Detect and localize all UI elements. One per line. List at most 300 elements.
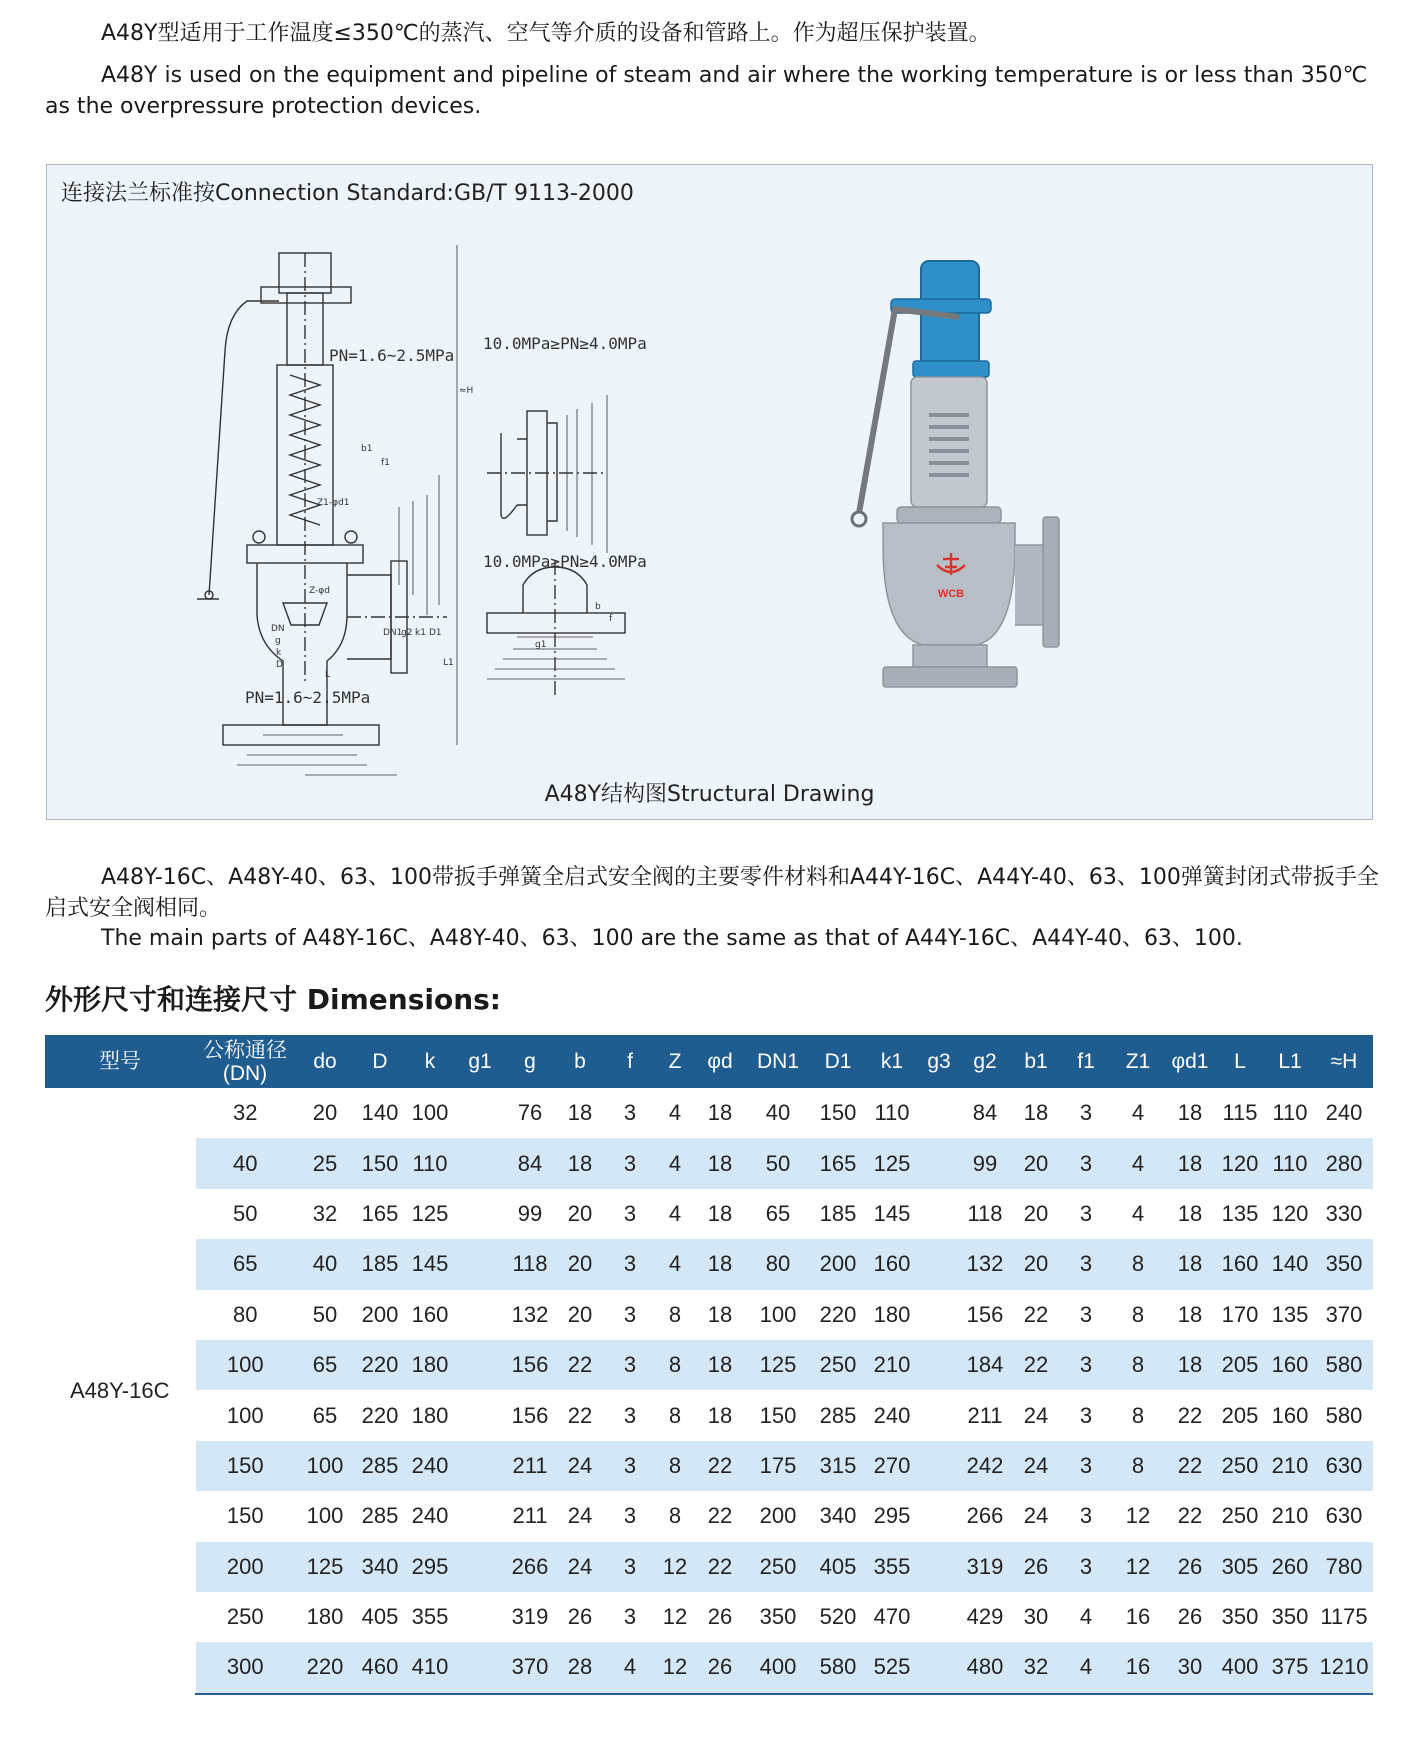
table-cell: 125 [295, 1542, 355, 1592]
table-cell: 370 [505, 1642, 555, 1693]
table-cell: 24 [1023, 1402, 1049, 1428]
table-cell: 100 [411, 1100, 449, 1126]
table-cell: 410 [405, 1642, 455, 1693]
table-cell: 355 [865, 1542, 919, 1592]
table-cell: 4 [1111, 1138, 1165, 1188]
table-cell: 185 [819, 1200, 857, 1226]
table-cell: 319 [511, 1604, 549, 1630]
table-cell: 18 [1177, 1301, 1203, 1327]
table-cell: 24 [555, 1441, 605, 1491]
table-cell: 22 [567, 1402, 593, 1428]
table-cell: 285 [361, 1503, 399, 1529]
table-row [45, 1239, 1373, 1289]
table-cell [455, 1088, 505, 1138]
table-cell: 8 [655, 1340, 695, 1390]
table-cell: 340 [355, 1542, 405, 1592]
table-cell: 18 [1165, 1138, 1215, 1188]
table-cell: 22 [1177, 1402, 1203, 1428]
dim-z1d1: Z1-φd1 [317, 498, 350, 508]
table-cell: 125 [745, 1340, 811, 1390]
table-cell: 80 [745, 1239, 811, 1289]
dim-d: D [276, 660, 283, 670]
table-cell: 22 [555, 1340, 605, 1390]
table-cell: 18 [707, 1100, 733, 1126]
table-cell: 150 [819, 1100, 857, 1126]
table-cell: 22 [1177, 1503, 1203, 1529]
table-cell: 20 [555, 1239, 605, 1289]
table-cell: 8 [1111, 1441, 1165, 1491]
table-cell: 480 [959, 1642, 1011, 1693]
structural-drawing [47, 165, 1372, 819]
table-row [45, 1340, 1373, 1390]
table-cell: 260 [1265, 1542, 1315, 1592]
table-cell: 50 [312, 1301, 338, 1327]
table-cell: 18 [1023, 1100, 1049, 1126]
pn-high-label-bottom: 10.0MPa≥PN≥4.0MPa [483, 552, 647, 571]
model-cell: A48Y-16C [45, 1088, 195, 1694]
table-cell: 20 [1023, 1200, 1049, 1226]
table-cell: 22 [707, 1503, 733, 1529]
table-cell: 375 [1265, 1642, 1315, 1693]
valve-illustration [852, 261, 1059, 687]
table-cell: 240 [411, 1503, 449, 1529]
table-cell: 205 [1221, 1402, 1259, 1428]
table-cell: 18 [707, 1402, 733, 1428]
table-cell: 99 [517, 1200, 543, 1226]
table-cell: 355 [411, 1604, 449, 1630]
table-cell: 32 [1011, 1642, 1061, 1693]
dim-dn: DN [271, 624, 285, 634]
table-cell: 210 [865, 1340, 919, 1390]
table-cell: 65 [195, 1239, 295, 1289]
table-cell: 4 [1079, 1604, 1093, 1630]
table-cell: 22 [695, 1441, 745, 1491]
header-cell: Z1 [1111, 1035, 1165, 1088]
connection-standard: 连接法兰标准按Connection Standard:GB/T 9113-2000 [61, 181, 634, 206]
table-cell [919, 1642, 959, 1693]
table-cell: 175 [745, 1441, 811, 1491]
table-cell: 3 [1079, 1200, 1093, 1226]
table-cell: 24 [567, 1503, 593, 1529]
table-cell: 242 [959, 1441, 1011, 1491]
table-cell: 350 [1271, 1604, 1309, 1630]
table-cell: 100 [295, 1441, 355, 1491]
table-cell: 630 [1315, 1441, 1373, 1491]
table-cell: 266 [505, 1542, 555, 1592]
table-cell: 315 [811, 1441, 865, 1491]
table-cell: 200 [361, 1301, 399, 1327]
dim-h: ≈H [459, 386, 474, 396]
table-cell: 250 [811, 1340, 865, 1390]
table-cell: 3 [1079, 1301, 1093, 1327]
table-cell: 110 [1265, 1138, 1315, 1188]
table-cell: 250 [1221, 1503, 1259, 1529]
table-cell: 8 [668, 1402, 682, 1428]
table-cell [919, 1441, 959, 1491]
table-cell: 18 [1177, 1200, 1203, 1226]
header-cell: 型号 [45, 1035, 195, 1088]
table-cell [919, 1542, 959, 1592]
table-cell: 3 [605, 1138, 655, 1188]
table-cell: 305 [1215, 1542, 1265, 1592]
table-cell: 370 [1325, 1301, 1363, 1327]
dim-g: g [275, 636, 281, 646]
header-cell: g2 [959, 1035, 1011, 1088]
intro-zh: A48Y型适用于工作温度≤350℃的蒸汽、空气等介质的设备和管路上。作为超压保护装置。 [101, 21, 991, 46]
pn-low-label-main: PN=1.6~2.5MPa [329, 346, 455, 365]
table-cell: 266 [966, 1503, 1004, 1529]
pn-high-label-top: 10.0MPa≥PN≥4.0MPa [483, 334, 647, 353]
dim-zd: Z-φd [309, 586, 330, 596]
table-cell: 160 [1271, 1402, 1309, 1428]
table-cell: 18 [695, 1138, 745, 1188]
header-cell: φd1 [1165, 1035, 1215, 1088]
dim-b: b [595, 602, 601, 612]
table-cell: 50 [195, 1189, 295, 1239]
table-cell: 285 [819, 1402, 857, 1428]
table-cell: 580 [1325, 1402, 1363, 1428]
dim-l1: L1 [443, 658, 454, 668]
table-cell: 1175 [1320, 1604, 1368, 1630]
table-cell: 180 [873, 1301, 911, 1327]
table-row [45, 1491, 1373, 1541]
table-cell: 120 [1271, 1200, 1309, 1226]
table-cell: 250 [195, 1592, 295, 1642]
table-cell: 350 [1221, 1604, 1259, 1630]
table-cell [919, 1138, 959, 1188]
table-cell [919, 1088, 959, 1138]
table-cell: 16 [1111, 1642, 1165, 1693]
table-cell: 211 [505, 1441, 555, 1491]
header-cell: D [355, 1035, 405, 1088]
table-row [45, 1138, 1373, 1188]
table-cell: 12 [655, 1642, 695, 1693]
table-cell: 165 [811, 1138, 865, 1188]
table-cell: 156 [966, 1301, 1004, 1327]
table-cell: 180 [405, 1340, 455, 1390]
table-row [45, 1642, 1373, 1693]
table-cell: 3 [623, 1402, 637, 1428]
table-cell: 3 [1061, 1542, 1111, 1592]
table-cell: 211 [512, 1503, 548, 1529]
table-cell: 211 [967, 1402, 1003, 1428]
table-cell: 180 [306, 1604, 344, 1630]
table-cell: 40 [765, 1100, 791, 1126]
table-cell: 50 [745, 1138, 811, 1188]
table-cell: 24 [1023, 1503, 1049, 1529]
header-cell: b [555, 1035, 605, 1088]
table-cell: 12 [1125, 1503, 1151, 1529]
table-row [45, 1592, 1373, 1642]
table-cell: 205 [1215, 1340, 1265, 1390]
table-cell: 12 [655, 1542, 695, 1592]
table-cell: 20 [1011, 1138, 1061, 1188]
table-cell: 140 [361, 1100, 399, 1126]
table-row [45, 1390, 1373, 1440]
table-cell: 3 [605, 1542, 655, 1592]
table-cell: 100 [195, 1390, 295, 1440]
table-cell: 429 [966, 1604, 1004, 1630]
table-cell: 350 [759, 1604, 797, 1630]
table-cell: 40 [295, 1239, 355, 1289]
table-cell: 8 [1131, 1402, 1145, 1428]
table-cell: 460 [355, 1642, 405, 1693]
table-row [45, 1189, 1373, 1239]
table-cell: 150 [355, 1138, 405, 1188]
figure-caption: A48Y结构图Structural Drawing [544, 782, 875, 807]
table-cell: 26 [567, 1604, 593, 1630]
table-cell: 4 [605, 1642, 655, 1693]
table-cell: 4 [655, 1138, 695, 1188]
table-cell: 22 [695, 1542, 745, 1592]
header-cell: L [1215, 1035, 1265, 1088]
table-cell: 580 [1315, 1340, 1373, 1390]
header-cell: k [405, 1035, 455, 1088]
table-cell: 160 [865, 1239, 919, 1289]
table-cell: 200 [811, 1239, 865, 1289]
table-cell: 3 [623, 1604, 637, 1630]
table-cell: 4 [655, 1239, 695, 1289]
table-cell: 160 [1265, 1340, 1315, 1390]
header-cell: f1 [1061, 1035, 1111, 1088]
header-cell: k1 [865, 1035, 919, 1088]
table-cell: 18 [555, 1138, 605, 1188]
table-cell: 1210 [1315, 1642, 1373, 1693]
table-cell: 400 [1215, 1642, 1265, 1693]
dim-dn1: DN1 [383, 628, 403, 638]
table-cell: 20 [567, 1200, 593, 1226]
table-cell: 140 [1265, 1239, 1315, 1289]
table-cell: 295 [405, 1542, 455, 1592]
table-cell: 18 [1165, 1340, 1215, 1390]
dim-b1: b1 [361, 444, 373, 454]
table-cell [919, 1189, 959, 1239]
table-cell [919, 1390, 959, 1440]
pn-low-label-bottom: PN=1.6~2.5MPa [245, 688, 371, 707]
table-cell: 8 [1131, 1301, 1145, 1327]
table-cell: 150 [195, 1441, 295, 1491]
table-cell: 3 [605, 1239, 655, 1289]
intro-en: A48Y is used on the equipment and pipeline of steam and air where the working temperature is or less than 350℃ as the overpressure protection devices. [45, 63, 1368, 119]
table-cell: 250 [745, 1542, 811, 1592]
table-cell: 3 [1079, 1503, 1093, 1529]
table-cell: 3 [623, 1100, 637, 1126]
table-cell: 285 [355, 1441, 405, 1491]
table-cell: 145 [405, 1239, 455, 1289]
table-cell: 295 [873, 1503, 911, 1529]
table-cell: 84 [505, 1138, 555, 1188]
header-cell: b1 [1011, 1035, 1061, 1088]
table-cell: 580 [811, 1642, 865, 1693]
table-cell [455, 1390, 505, 1440]
table-row [45, 1441, 1373, 1491]
table-cell: 8 [655, 1441, 695, 1491]
table-cell [455, 1239, 505, 1289]
table-cell: 65 [312, 1402, 338, 1428]
header-cell: ≈H [1315, 1035, 1373, 1088]
table-cell [455, 1592, 505, 1642]
table-row [45, 1290, 1373, 1340]
table-cell: 160 [1215, 1239, 1265, 1289]
table-cell: 220 [361, 1402, 399, 1428]
table-cell: 184 [959, 1340, 1011, 1390]
table-cell: 22 [1023, 1301, 1049, 1327]
table-cell: 8 [1111, 1239, 1165, 1289]
table-cell: 405 [811, 1542, 865, 1592]
table-cell: 22 [1165, 1441, 1215, 1491]
table-cell: 470 [873, 1604, 911, 1630]
table-cell: 4 [1061, 1642, 1111, 1693]
wcb-mark: WCB [937, 588, 965, 600]
table-cell: 76 [517, 1100, 543, 1126]
table-cell: 80 [195, 1290, 295, 1340]
table-cell: 28 [555, 1642, 605, 1693]
table-cell [919, 1290, 959, 1340]
dimensions-table [45, 1035, 1373, 1695]
table-cell: 220 [819, 1301, 857, 1327]
table-cell: 125 [411, 1200, 449, 1226]
table-cell [455, 1441, 505, 1491]
table-cell: 110 [405, 1138, 455, 1188]
table-row [45, 1542, 1373, 1592]
table-cell: 156 [511, 1402, 549, 1428]
table-cell: 25 [295, 1138, 355, 1188]
table-cell: 115 [1222, 1100, 1258, 1126]
table-cell: 135 [1271, 1301, 1309, 1327]
dim-g1: g1 [535, 640, 547, 650]
table-cell: 240 [1325, 1100, 1363, 1126]
table-cell: 20 [312, 1100, 338, 1126]
table-cell: 18 [695, 1239, 745, 1289]
table-cell: 118 [967, 1200, 1003, 1226]
table-cell: 20 [567, 1301, 593, 1327]
table-cell: 8 [668, 1301, 682, 1327]
table-cell [919, 1491, 959, 1541]
dim-k: k [276, 648, 282, 658]
table-cell: 3 [1061, 1441, 1111, 1491]
header-cell: Z [655, 1035, 695, 1088]
header-cell: D1 [811, 1035, 865, 1088]
table-cell: 26 [707, 1604, 733, 1630]
header-cell: f [605, 1035, 655, 1088]
table-cell: 4 [668, 1100, 682, 1126]
header-cell: g1 [455, 1035, 505, 1088]
table-cell: 4 [1131, 1100, 1145, 1126]
table-cell: 24 [555, 1542, 605, 1592]
table-cell: 180 [411, 1402, 449, 1428]
table-cell: 240 [405, 1441, 455, 1491]
table-cell: 24 [1011, 1441, 1061, 1491]
table-cell: 170 [1221, 1301, 1259, 1327]
table-row [45, 1088, 1373, 1138]
table-cell: 525 [865, 1642, 919, 1693]
dimensions-title: 外形尺寸和连接尺寸 Dimensions: [45, 983, 501, 1016]
table-cell: 18 [695, 1340, 745, 1390]
table-cell: 350 [1315, 1239, 1373, 1289]
table-cell: 132 [959, 1239, 1011, 1289]
table-cell: 12 [662, 1604, 688, 1630]
table-cell: 3 [1079, 1100, 1093, 1126]
header-cell: g [505, 1035, 555, 1088]
table-cell: 3 [1061, 1340, 1111, 1390]
table-cell: 26 [1177, 1604, 1203, 1630]
materials-note-en: The main parts of A48Y-16C、A48Y-40、63、100 are the same as that of A44Y-16C、A44Y-40、63、100. [101, 926, 1243, 951]
table-cell [919, 1340, 959, 1390]
table-cell [455, 1491, 505, 1541]
table-cell: 84 [972, 1100, 998, 1126]
table-cell: 165 [361, 1200, 399, 1226]
materials-note-zh: A48Y-16C、A48Y-40、63、100带扳手弹簧全启式安全阀的主要零件材料和A44Y-16C、A44Y-40、63、100弹簧封闭式带扳手全启式安全阀相同。 [45, 865, 1379, 921]
table-cell: 220 [355, 1340, 405, 1390]
table-cell: 300 [195, 1642, 295, 1693]
table-cell: 200 [195, 1542, 295, 1592]
table-cell [455, 1138, 505, 1188]
table-cell: 16 [1125, 1604, 1151, 1630]
table-cell: 120 [1215, 1138, 1265, 1188]
header-cell: do [295, 1035, 355, 1088]
table-cell: 18 [707, 1200, 733, 1226]
table-cell: 132 [511, 1301, 549, 1327]
table-cell: 32 [312, 1200, 338, 1226]
header-cell: DN1 [745, 1035, 811, 1088]
table-cell: 250 [1215, 1441, 1265, 1491]
table-cell: 65 [295, 1340, 355, 1390]
table-cell: 220 [295, 1642, 355, 1693]
dim-f: f [609, 614, 613, 624]
table-cell: 150 [759, 1402, 797, 1428]
table-cell: 40 [195, 1138, 295, 1188]
dim-d1: D1 [429, 628, 442, 638]
table-cell: 630 [1325, 1503, 1363, 1529]
table-cell [919, 1239, 959, 1289]
table-cell: 18 [1165, 1239, 1215, 1289]
table-cell: 8 [1111, 1340, 1165, 1390]
table-cell: 26 [1165, 1542, 1215, 1592]
table-cell: 3 [623, 1301, 637, 1327]
table-cell: 8 [668, 1503, 682, 1529]
table-header-row [45, 1035, 1373, 1088]
table-cell: 400 [745, 1642, 811, 1693]
table-cell: 3 [623, 1503, 637, 1529]
table-cell [455, 1642, 505, 1693]
table-cell: 185 [355, 1239, 405, 1289]
table-cell: 30 [1165, 1642, 1215, 1693]
table-cell: 100 [195, 1340, 295, 1390]
table-cell: 145 [873, 1200, 911, 1226]
table-cell: 4 [1131, 1200, 1145, 1226]
table-cell: 280 [1315, 1138, 1373, 1188]
table-cell: 3 [605, 1340, 655, 1390]
table-cell: 200 [759, 1503, 797, 1529]
table-cell: 210 [1265, 1441, 1315, 1491]
table-cell: 135 [1221, 1200, 1259, 1226]
structural-drawing-panel [46, 164, 1373, 820]
table-cell: 18 [567, 1100, 593, 1126]
dim-g2: g2 [401, 628, 413, 638]
table-cell: 118 [505, 1239, 555, 1289]
table-cell [455, 1542, 505, 1592]
table-cell: 3 [1061, 1239, 1111, 1289]
table-cell: 780 [1315, 1542, 1373, 1592]
table-cell: 26 [1011, 1542, 1061, 1592]
table-cell: 110 [874, 1100, 910, 1126]
table-cell [455, 1340, 505, 1390]
table-cell: 99 [959, 1138, 1011, 1188]
table-cell [455, 1189, 505, 1239]
table-cell: 319 [959, 1542, 1011, 1592]
table-cell: 240 [873, 1402, 911, 1428]
header-cell: L1 [1265, 1035, 1315, 1088]
